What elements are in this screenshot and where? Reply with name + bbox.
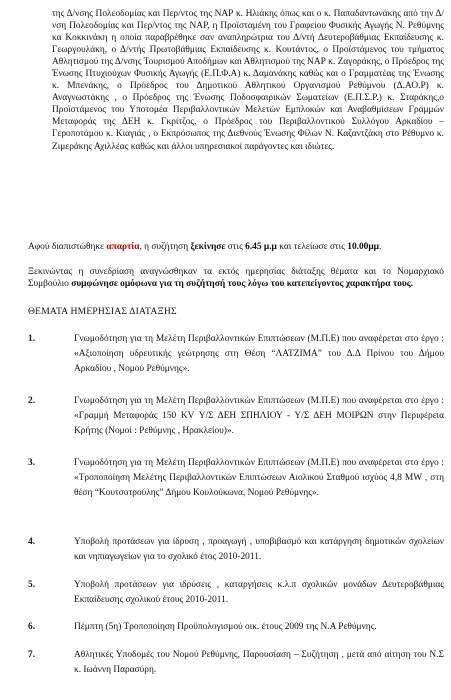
agenda-item-number: 6. xyxy=(28,622,36,632)
start-time: 6.45 μ.μ xyxy=(245,242,277,252)
quorum-middle2: στις xyxy=(225,242,246,252)
section-title: ΘΕΜΑΤΑ ΗΜΕΡΗΣΙΑΣ ΔΙΑΤΑΞΗΣ xyxy=(28,306,177,317)
agenda-item-number: 4. xyxy=(28,537,36,547)
urgent-items-paragraph xyxy=(28,266,444,290)
quorum-middle1: , η συζήτηση xyxy=(139,242,191,252)
agenda-item-text: Υποβολή προτάσεων για ίδρυση , προαγωγή , υποβιβασμό και κατάργηση δημοτικών σχολείων και νηπιαγωγείων για το σχολικό έτος 2010-2011. xyxy=(74,537,444,562)
agenda-item-text: Αθλητικές Υποδομές του Νομού Ρεθύμνης, Παρουσίαση – Συζήτηση , μετά από αίτηση του Ν.Σ κ. Ιωάννη Παρασύρη. xyxy=(74,650,444,675)
quorum-prefix: Αφού διαπιστώθηκε xyxy=(28,242,107,252)
agenda-item-number: 1. xyxy=(28,334,36,344)
start-word: ξεκίνησε xyxy=(190,242,226,252)
agenda-item-text: Υποβολή προτάσεων για ιδρύσεις , καταργήσεις κ.λ.π σχολικών μονάδων Δευτεροβάθμιας Εκπαίδευσης σχολικού έτους 2010-2011. xyxy=(74,580,444,605)
urgent-text: Ξεκινώντας η συνεδρίαση αναγνώσθηκαν τα εκτός ημερησίας διάταξης θέματα και το Νομαρχιακό Συμβούλιο xyxy=(28,267,444,290)
attendees-paragraph: της Δ/νσης Πολεοδομίας και Περ/ντος της ΝΑΡ κ. Ηλιάκης όπως και ο κ. Παπαδαντωνάκης από την Δ/νση Πολεοδομίας και Περ/ντος της ΝΑΡ, η Προϊσταμένη του Γραφείου Φυσικής Αγωγής Ν. Ρεθύμνης κα Κοκκινάκη η οποία παραβρέθηκε σαν αναπληρώτρια του Δ/ντή Δευτεροβάθμιας Εκπαίδευσης κ. Γεωργουλάκη, ο Δ/ντής Πρωτοβάθμιας Εκπαίδευσης κ. Κουτάντος, ο Προϊστάμενος του τμήματος Αθλητισμού της Δ/νσης Τουρισμού Αποδήμων και Αθλητισμού της ΝΑΡ κ. Ζαγοράκης, ο Πρόεδρος της Ένωσης Πτυχιούχων Φυσικής Αγωγής (Ε.Π.Φ.Α) κ. Δαμανάκης καθώς και ο Γραμματέας της Ένωσης κ. Μπενάκης, ο Πρόεδρος του Δημοτικού Αθλητικού Οργανισμού Ρεθύμνου (Δ.ΑΟ.Ρ) κ. Αναγνωστάκης , ο Πρόεδρος της Ένωσης Ποδοσφαιρικών Σωματείων (Ε.Π.Σ.Ρ.) κ. Σταράκης,ο Προϊστάμενος του Υποτομέα Περιβαλλοντικών Μελετών Εμπλοκών και Αναβαθμίσεων Γραμμών Μεταφοράς της ΔΕΗ κ. Γκρίτζος, ο Πρόεδρος του Περιβαλλοντικού Συλλόγου Αρκαδίου – Γεροποτάμου κ. Κιαγιάς , ο Εκπρόσωπος της Διεθνούς Ένωσης Φίλων Ν. Καζαντζάκη στο Ρέθυμνο κ. Ζιμεράκης Αχιλλέας καθώς και άλλοι υπηρεσιακοί παράγοντες και ιδιώτες. xyxy=(52,9,444,152)
agenda-item-number: 2. xyxy=(28,396,36,406)
quorum-suffix: . xyxy=(379,242,382,252)
agenda-item-text: Γνωμοδότηση για τη Μελέτη Περιβαλλοντικών Επιπτώσεων (Μ.Π.Ε) που αναφέρεται στο έργο : «Τροποποίηση Μελέτης Περιβαλλοντικών Επιπτώσεων Αιολικού Σταθμού ισχύος 4,8 MW , στη θέση “Κουτσοτρούλης” Δήμου Κουλούκωνα, Νομού Ρεθύμνης». xyxy=(74,458,444,498)
quorum-sentence xyxy=(28,241,444,253)
agenda-item-text: Γνωμοδότηση για τη Μελέτη Περιβαλλοντικών Επιπτώσεων (Μ.Π.Ε) που αναφέρεται στο έργο : «Γραμμή Μεταφοράς 150 KV Υ/Σ ΔΕΗ ΣΠΗΛΙΟΥ - Υ/Σ ΔΕΗ ΜΟΙΡΩΝ στην Περιφέρεια Κρήτης (Νομοί : Ρεθύμνης , Ηρακλείου)». xyxy=(74,396,444,436)
quorum-word: απαρτία xyxy=(106,242,140,252)
agenda-item-number: 5. xyxy=(28,580,36,590)
agenda-item-number: 7. xyxy=(28,650,36,660)
agenda-item-text: Γνωμοδότηση για τη Μελέτη Περιβαλλοντικών Επιπτώσεων (Μ.Π.Ε) που αναφέρεται στο έργο : «Αξιοποίηση υδρευτικής γεώτρησης στη Θέση “ΛΑΤΖΙΜΑ” του Δ.Δ Πρίνου του Δήμου Αρκαδίου , Νομού Ρεθύμνης». xyxy=(74,334,444,374)
end-time: 10.00μμ xyxy=(347,242,379,252)
quorum-middle3: και τελείωσε στις xyxy=(276,242,348,252)
agenda-item-text: Πέμπτη (5η) Τροποποίηση Προϋπολογισμού οικ. έτους 2009 της Ν.Α Ρεθύμνης. xyxy=(74,622,377,632)
urgent-bold-text: συμφώνησε ομόφωνα για τη συζήτησή τους λόγω του κατεπείγοντος χαρακτήρα τους. xyxy=(71,279,414,290)
agenda-item-number: 3. xyxy=(28,458,36,468)
